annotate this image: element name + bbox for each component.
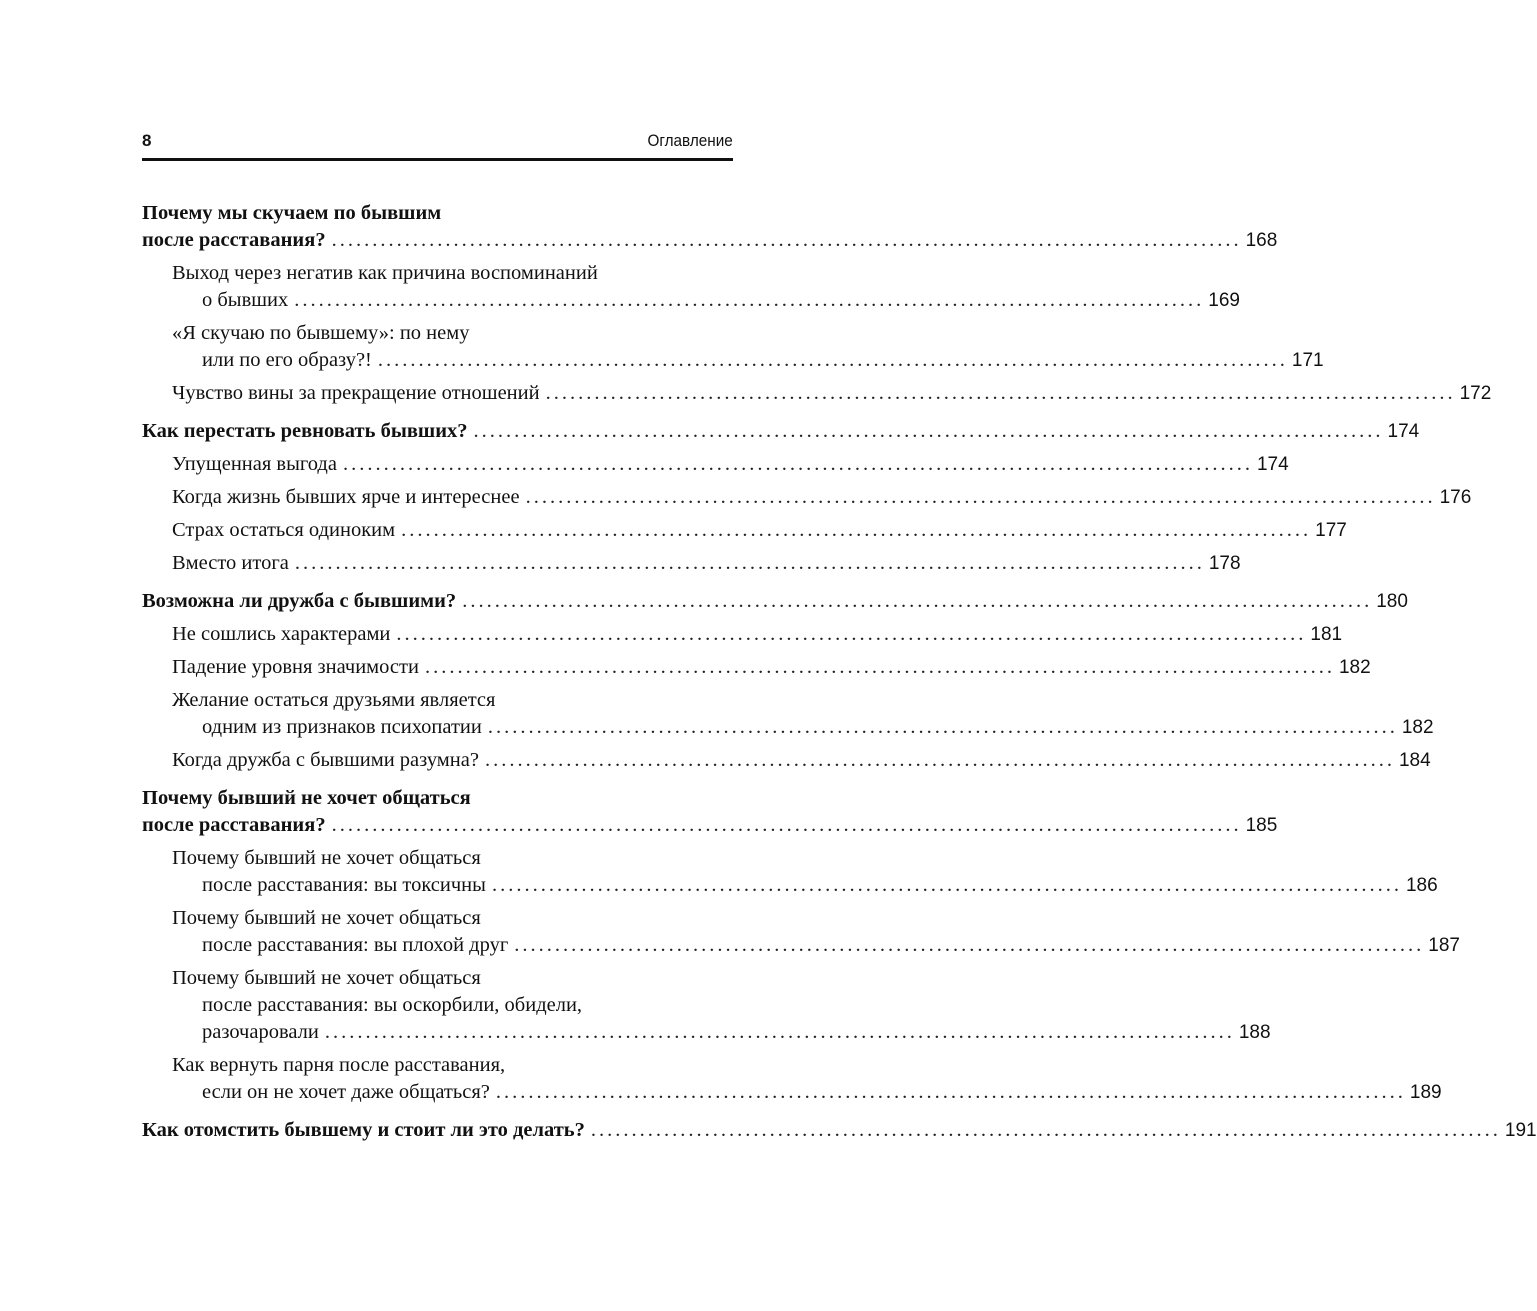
entry-text: Упущенная выгода [172,453,337,475]
entry-text: после расставания: вы токсичны [202,874,486,896]
entry-text: Возможна ли дружба с бывшими? [142,590,457,612]
dot-leader: ................................................................................................................ [331,814,1242,836]
page-ref: 185 [1245,815,1278,836]
section-title-line: Почему бывший не хочет общаться [142,787,471,809]
entry-text: Чувство вины за прекращение отношений [172,382,540,404]
subsection-title-line [172,872,1438,899]
dot-leader: ................................................................................................................ [324,1021,1235,1043]
entry-text: после расставания: вы плохой друг [202,934,509,956]
subsection-title-line: Желание остаться друзьями является [172,689,496,711]
dot-leader: ................................................................................................................ [401,519,1312,541]
subsection-title-line [172,1079,1442,1106]
entry-text: Вместо итога [172,552,289,574]
section-entry [142,785,1278,839]
entry-text: Падение уровня значимости [172,656,419,678]
subsection-entry [142,654,1371,681]
page-ref: 177 [1315,520,1347,541]
section-title-line [142,588,1408,615]
subsection-title-line: Выход через негатив как причина воспоминаний [172,262,598,284]
running-head: Оглавление [647,131,733,150]
header-rule [142,158,733,161]
subsection-title-line [172,621,1343,648]
dot-leader: ................................................................................................................ [495,1081,1406,1103]
subsection-title-line: после расставания: вы оскорбили, обидели, [202,994,583,1016]
page-ref: 186 [1405,875,1438,896]
subsection-title-line [172,932,1460,959]
section-title-line: Почему мы скучаем по бывшим [142,202,442,224]
page-ref: 168 [1245,230,1278,251]
subsection-title-line [172,517,1347,544]
subsection-title-line [172,380,1492,407]
dot-leader: ................................................................................................................ [462,590,1373,612]
subsection-title-line: Почему бывший не хочет общаться [172,967,481,989]
table-of-contents [142,200,1537,1155]
dot-leader: ................................................................................................................ [424,656,1335,678]
subsection-title-line [172,484,1472,511]
section-title-line [142,418,1420,445]
subsection-entry [142,1052,1442,1106]
page-ref: 182 [1338,657,1371,678]
section-title-line [142,1117,1537,1144]
dot-leader: ................................................................................................................ [545,382,1456,404]
entry-text: о бывших [202,289,289,311]
subsection-entry [142,484,1472,511]
page-ref: 191 [1504,1120,1537,1141]
page-ref: 178 [1208,553,1241,574]
subsection-entry [142,260,1240,314]
section-entry [142,200,1278,254]
section-entry [142,588,1408,615]
dot-leader: ................................................................................................................ [331,229,1242,251]
dot-leader: ................................................................................................................ [473,420,1384,442]
page-ref: 180 [1376,591,1408,612]
subsection-entry [142,320,1324,374]
page-ref: 184 [1398,750,1431,771]
subsection-entry [142,621,1343,648]
subsection-title-line [172,287,1240,314]
dot-leader: ................................................................................................................ [491,874,1402,896]
subsection-entry [142,517,1347,544]
page-ref: 187 [1428,935,1460,956]
dot-leader: ................................................................................................................ [514,934,1425,956]
dot-leader: ................................................................................................................ [342,453,1253,475]
subsection-title-line [172,347,1324,374]
page-ref: 174 [1256,454,1289,475]
dot-leader: ................................................................................................................ [525,486,1436,508]
section-title-line [142,812,1278,839]
page-ref: 174 [1387,421,1420,442]
subsection-title-line: Почему бывший не хочет общаться [172,847,481,869]
page-ref: 188 [1238,1022,1271,1043]
subsection-title-line [172,1019,1271,1046]
subsection-entry [142,550,1241,577]
page-ref: 171 [1291,350,1324,371]
toc-section [142,785,1460,1106]
dot-leader: ................................................................................................................ [590,1119,1501,1141]
subsection-entry [142,747,1431,774]
toc-section [142,1117,1537,1144]
dot-leader: ................................................................................................................ [377,349,1288,371]
section-entry [142,1117,1537,1144]
entry-text: Как перестать ревновать бывших? [142,420,468,442]
subsection-title-line: «Я скучаю по бывшему»: по нему [172,322,470,344]
dot-leader: ................................................................................................................ [487,716,1398,738]
subsection-title-line [172,654,1371,681]
entry-text: после расставания? [142,229,326,251]
subsection-entry [142,380,1492,407]
page-ref: 169 [1208,290,1240,311]
page-ref: 172 [1459,383,1492,404]
entry-text: одним из признаков психопатии [202,716,482,738]
subsection-entry [142,687,1434,741]
subsection-title-line: Как вернуть парня после расставания, [172,1054,506,1076]
entry-text: если он не хочет даже общаться? [202,1081,490,1103]
subsection-title-line: Почему бывший не хочет общаться [172,907,481,929]
page-ref: 181 [1310,624,1343,645]
toc-section [142,200,1492,407]
toc-section [142,588,1434,774]
page-ref: 176 [1439,487,1472,508]
subsection-title-line [172,747,1431,774]
entry-text: после расставания? [142,814,326,836]
entry-text: Страх остаться одиноким [172,519,396,541]
page-header [142,128,733,162]
page-ref: 182 [1401,717,1434,738]
subsection-entry [142,845,1438,899]
dot-leader: ................................................................................................................ [294,552,1205,574]
entry-text: разочаровали [202,1021,319,1043]
dot-leader: ................................................................................................................ [484,749,1395,771]
entry-text: Как отомстить бывшему и стоит ли это делать? [142,1119,585,1141]
dot-leader: ................................................................................................................ [294,289,1205,311]
section-title-line [142,227,1278,254]
entry-text: или по его образу?! [202,349,372,371]
subsection-title-line [172,550,1241,577]
subsection-entry [142,965,1271,1046]
subsection-title-line [172,714,1434,741]
toc-section [142,418,1472,577]
subsection-entry [142,451,1289,478]
entry-text: Не сошлись характерами [172,623,391,645]
section-entry [142,418,1420,445]
dot-leader: ................................................................................................................ [396,623,1307,645]
entry-text: Когда жизнь бывших ярче и интереснее [172,486,520,508]
subsection-title-line [172,451,1289,478]
entry-text: Когда дружба с бывшими разумна? [172,749,479,771]
page-number: 8 [142,131,152,150]
page-ref: 189 [1409,1082,1442,1103]
subsection-entry [142,905,1460,959]
